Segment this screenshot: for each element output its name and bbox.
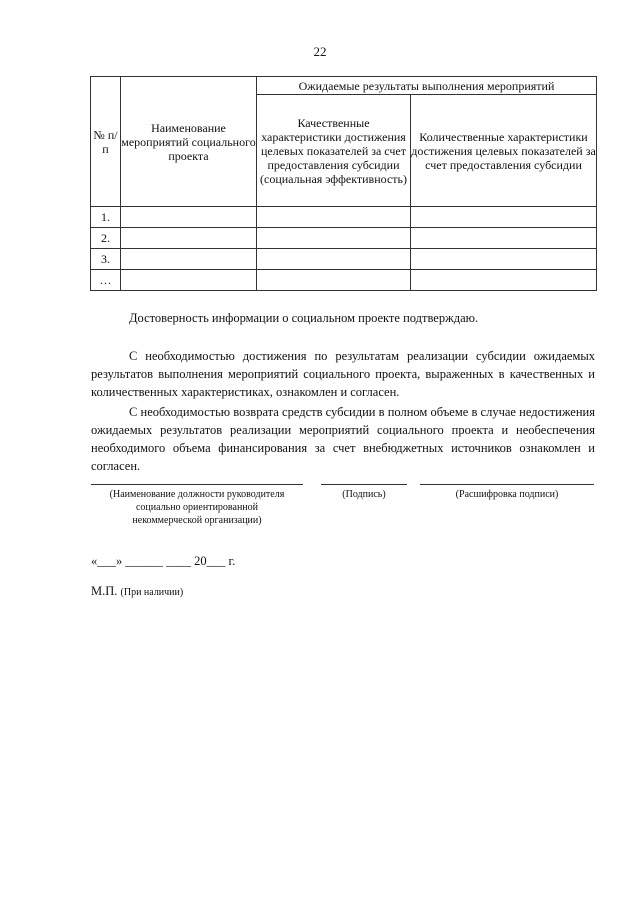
position-caption-line: (Наименование должности руководителя xyxy=(109,489,285,500)
table-cell xyxy=(257,249,411,270)
table-cell xyxy=(411,228,597,249)
table-cell xyxy=(257,228,411,249)
header-quantitative: Количественные характеристики достижения целевых показателей за счет предоставления субсидии xyxy=(411,95,597,207)
paragraph-text: С необходимостью достижения по результатам реализации субсидии ожидаемых результатов выполнения мероприятий социального проекта, выраженных в качественных и количественных характеристиках, ознакомлен и согласен. xyxy=(91,349,595,399)
position-signature-line xyxy=(91,484,303,485)
signature-caption: (Подпись) xyxy=(342,489,386,500)
header-expected-results: Ожидаемые результаты выполнения мероприятий xyxy=(257,77,597,95)
position-caption-line: социально ориентированной xyxy=(135,502,259,513)
signature-decode-caption: (Расшифровка подписи) xyxy=(455,489,559,500)
signature-line xyxy=(321,484,407,485)
table-cell xyxy=(121,207,257,228)
row-number: 1. xyxy=(91,207,121,228)
table-cell xyxy=(121,228,257,249)
table-row xyxy=(91,270,597,291)
table-cell xyxy=(121,249,257,270)
position-caption xyxy=(91,488,303,527)
table-row xyxy=(91,207,597,228)
stamp-label: М.П. xyxy=(91,584,118,598)
table-cell xyxy=(257,270,411,291)
paragraph-text: Достоверность информации о социальном проекте подтверждаю. xyxy=(129,311,479,325)
table-cell xyxy=(121,270,257,291)
confirmation-paragraph xyxy=(91,309,595,327)
stamp-note: (При наличии) xyxy=(120,587,184,598)
table-row xyxy=(91,249,597,270)
signature-decode-line xyxy=(420,484,594,485)
table-cell xyxy=(411,249,597,270)
date-line: «___» ______ ____ 20___ г. xyxy=(91,554,236,568)
row-number: … xyxy=(91,270,121,291)
position-caption-line: некоммерческой организации) xyxy=(132,515,262,526)
table-cell xyxy=(411,270,597,291)
page-number: 22 xyxy=(313,44,327,59)
row-number: 3. xyxy=(91,249,121,270)
refund-agreement-paragraph xyxy=(91,403,595,475)
results-table xyxy=(90,76,597,291)
table-cell xyxy=(411,207,597,228)
table-row xyxy=(91,228,597,249)
paragraph-text: С необходимостью возврата средств субсидии в полном объеме в случае недостижения ожидаемых результатов реализации мероприятий социального проекта и необеспечения необходимого объема финансирования за счет внебюджетных источников ознакомлен и согласен. xyxy=(91,405,595,473)
row-number: 2. xyxy=(91,228,121,249)
table-cell xyxy=(257,207,411,228)
header-activity-name: Наименование мероприятий социального проекта xyxy=(121,77,257,207)
header-qualitative: Качественные характеристики достижения целевых показателей за счет предоставления субсидии (социальная эффективность) xyxy=(257,95,411,207)
results-agreement-paragraph xyxy=(91,347,595,401)
header-number: № п/п xyxy=(91,77,121,207)
stamp-place xyxy=(91,584,183,599)
